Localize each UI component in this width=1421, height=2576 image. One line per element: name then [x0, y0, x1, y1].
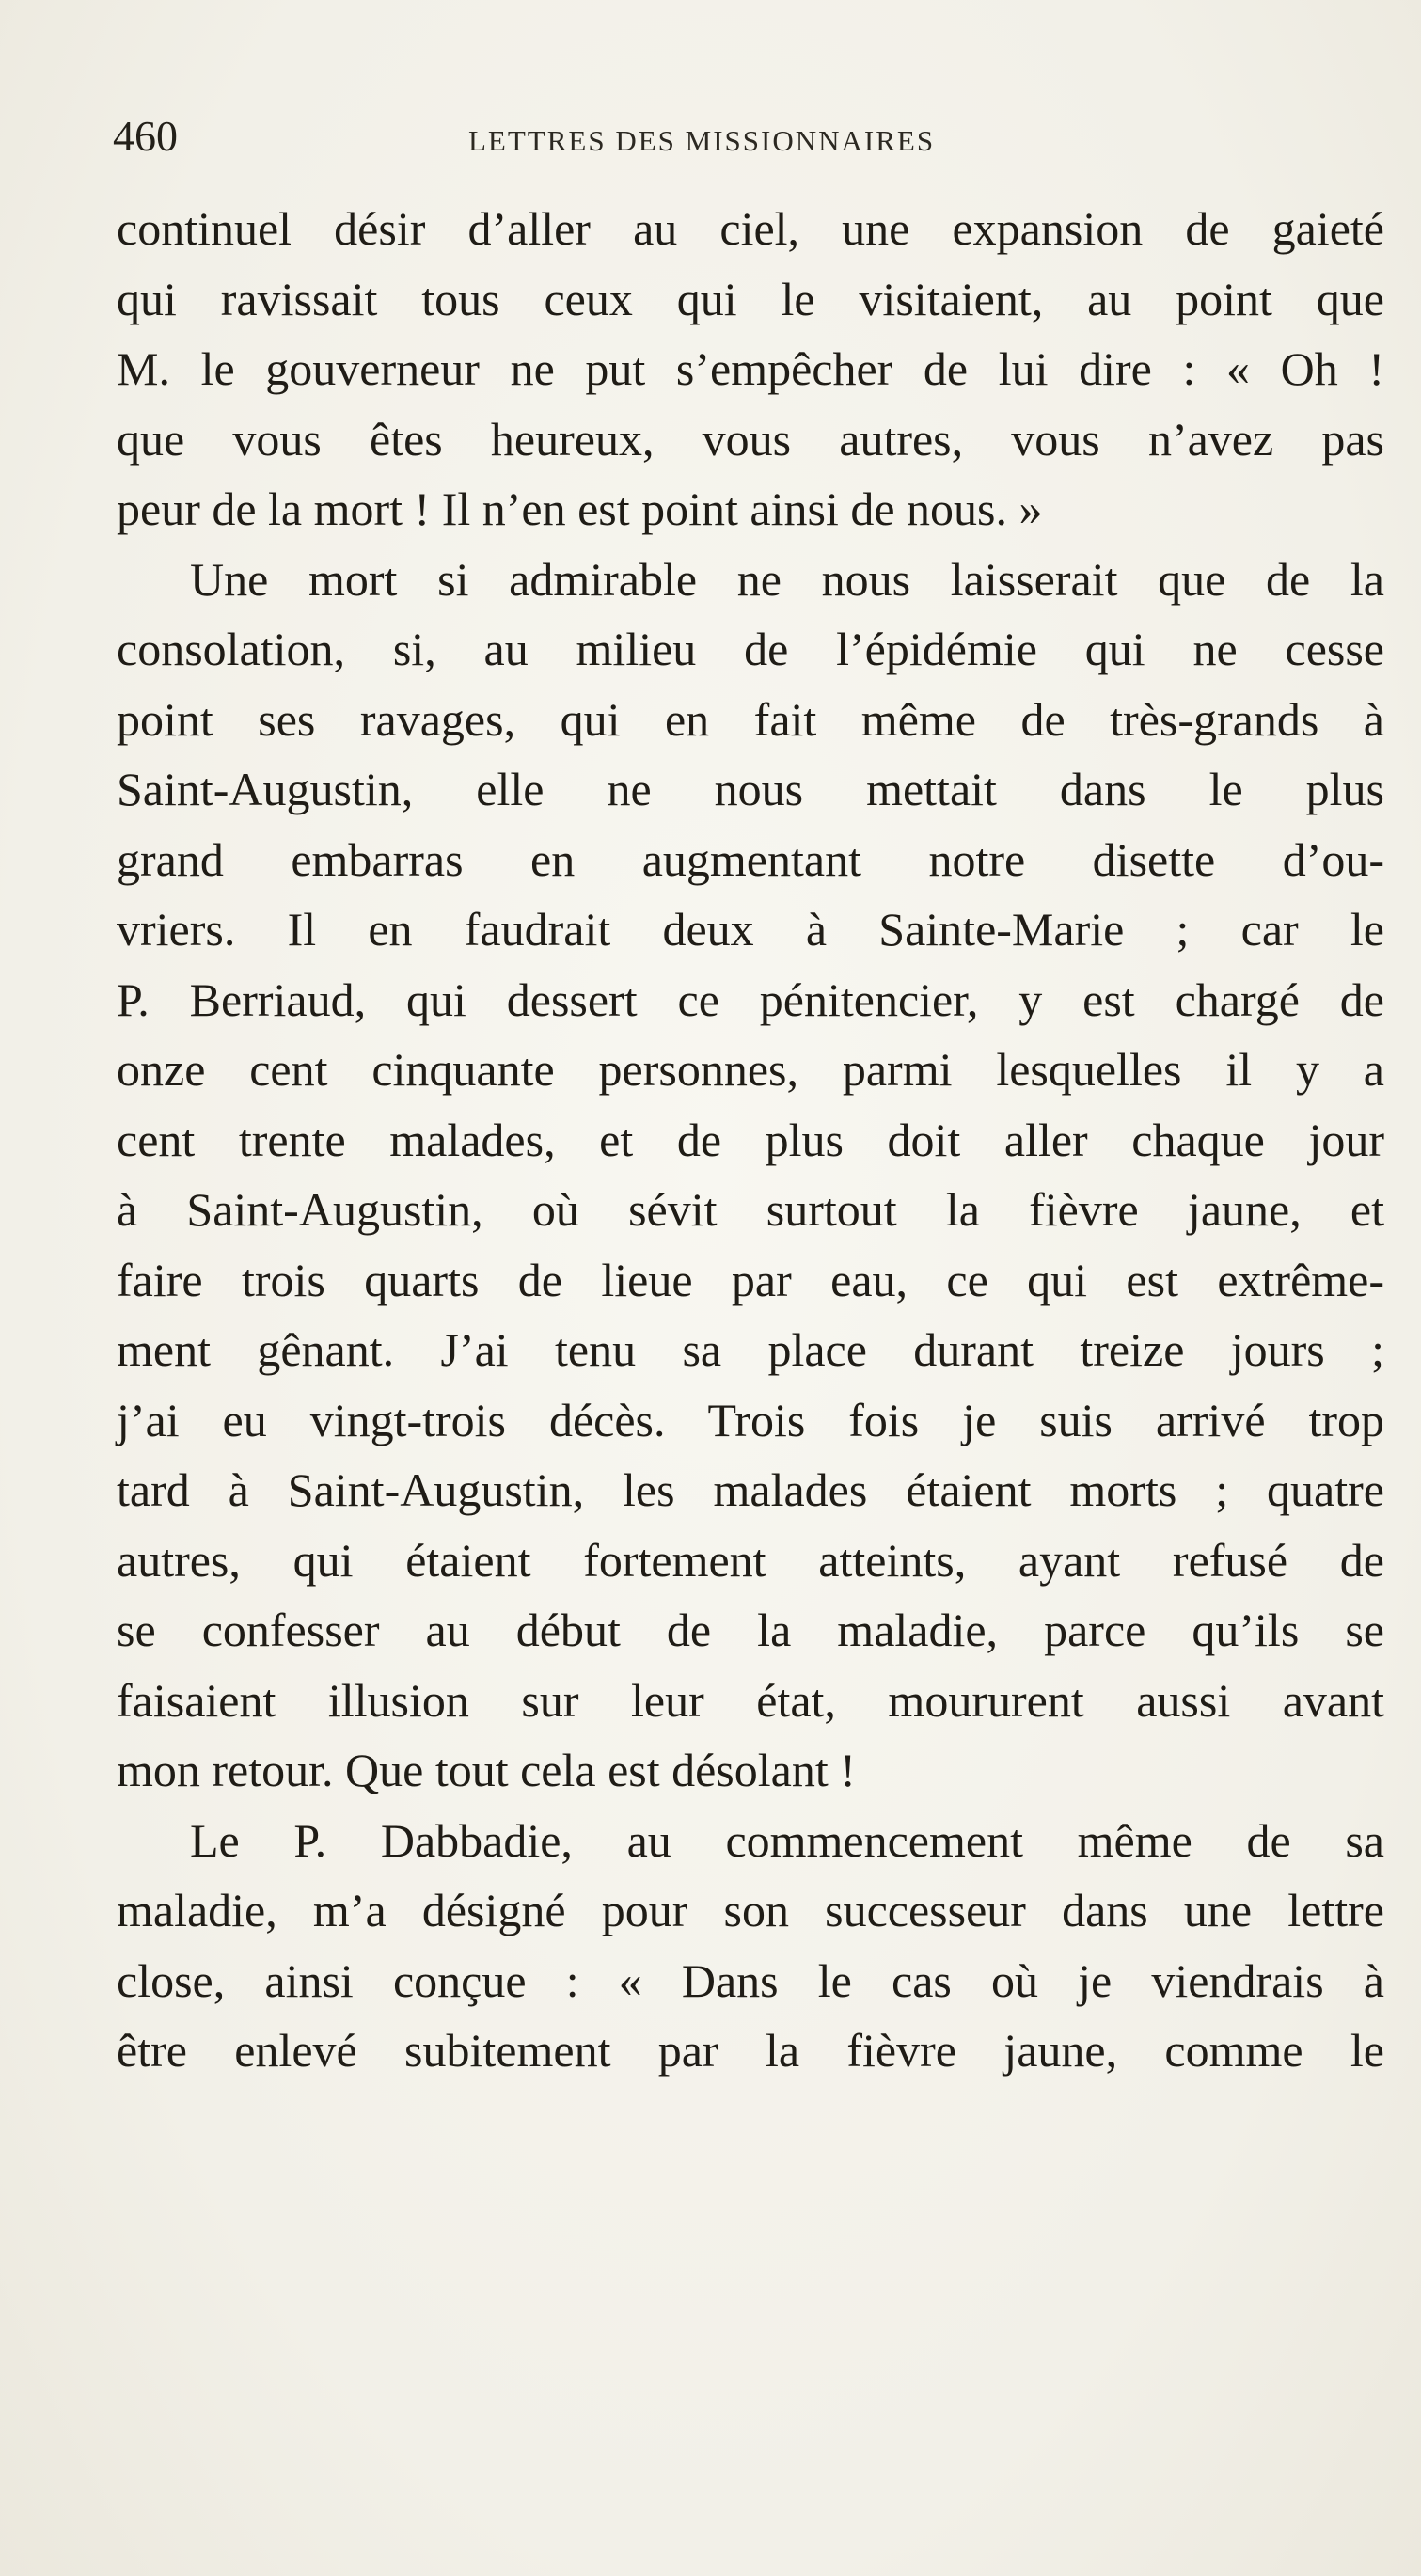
running-title: LETTRES DES MISSIONNAIRES — [468, 124, 936, 157]
text-line: peur de la mort ! Il n’en est point ainsi de nous. » — [117, 482, 1043, 535]
text-line: onze cent cinquante personnes, parmi lesquelles il y a — [117, 1043, 1384, 1096]
text-line: ment gênant. J’ai tenu sa place durant treize jours ; — [117, 1323, 1384, 1376]
text-line: autres, qui étaient fortement atteints, ayant refusé de — [117, 1533, 1384, 1587]
text-line: continuel désir d’aller au ciel, une expansion de gaieté — [117, 202, 1384, 255]
text-line: Saint-Augustin, elle ne nous mettait dans le plus — [117, 763, 1384, 815]
text-line: faisaient illusion sur leur état, moururent aussi avant — [117, 1673, 1384, 1727]
text-line: mon retour. Que tout cela est désolant ! — [117, 1744, 856, 1796]
body-text — [117, 194, 1384, 2086]
text-line: j’ai eu vingt-trois décès. Trois fois je suis arrivé trop — [117, 1393, 1384, 1446]
page-header — [113, 111, 1373, 177]
text-line: Le P. Dabbadie, au commencement même de sa — [190, 1813, 1384, 1867]
text-line: vriers. Il en faudrait deux à Sainte-Marie ; car le — [117, 903, 1384, 956]
text-line: Une mort si admirable ne nous laisserait que de la — [190, 552, 1384, 606]
text-line: grand embarras en augmentant notre disette d’ou- — [117, 832, 1384, 886]
text-line: faire trois quarts de lieue par eau, ce qui est extrême- — [117, 1253, 1384, 1306]
text-line: P. Berriaud, qui dessert ce pénitencier, y est chargé de — [117, 972, 1384, 1026]
text-line: à Saint-Augustin, où sévit surtout la fièvre jaune, et — [117, 1183, 1384, 1236]
text-line: close, ainsi conçue : « Dans le cas où je viendrais à — [117, 1953, 1384, 2007]
text-line: être enlevé subitement par la fièvre jaune, comme le — [117, 2024, 1384, 2077]
text-line: que vous êtes heureux, vous autres, vous n’avez pas — [117, 412, 1384, 466]
text-line: cent trente malades, et de plus doit aller chaque jour — [117, 1113, 1384, 1166]
text-line: tard à Saint-Augustin, les malades étaient morts ; quatre — [117, 1463, 1384, 1516]
text-line: point ses ravages, qui en fait même de très-grands à — [117, 692, 1384, 746]
text-line: consolation, si, au milieu de l’épidémie qui ne cesse — [117, 623, 1384, 675]
text-line: se confesser au début de la maladie, parce qu’ils se — [117, 1604, 1384, 1656]
text-line: M. le gouverneur ne put s’empêcher de lui dire : « Oh ! — [117, 342, 1384, 395]
text-line: qui ravissait tous ceux qui le visitaient, au point que — [117, 272, 1384, 325]
text-line: maladie, m’a désigné pour son successeur dans une lettre — [117, 1884, 1384, 1936]
page-number: 460 — [113, 112, 178, 160]
